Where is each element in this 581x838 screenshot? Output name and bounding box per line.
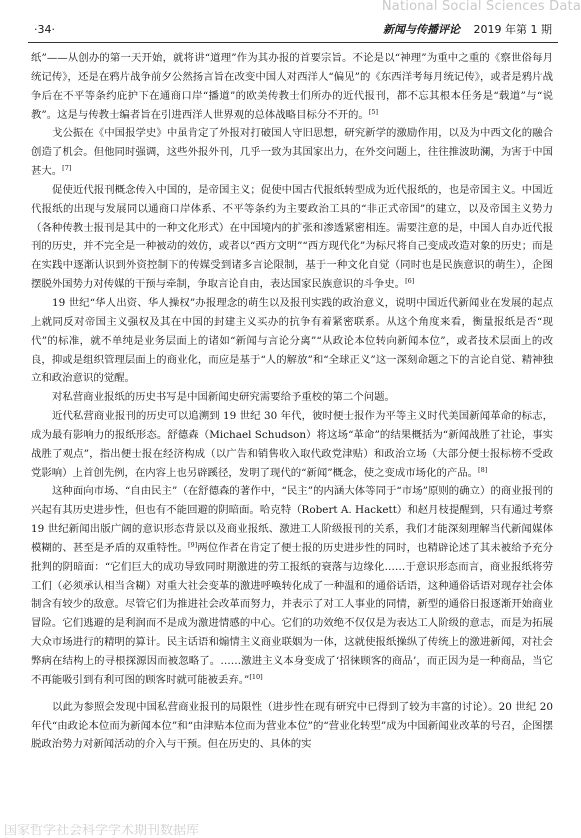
citation-10: [10] [249,672,263,681]
paragraph-3-text: 促使近代报刊概念传入中国的，是帝国主义；促使中国古代报纸转型成为近代报纸的，也是帝国主义。中国近代报纸的出现与发展同以通商口岸体系、不平等条约为主要政治工具的“非正式帝国”的建立，以及帝国主义势力（各种传教士报刊是其中的一种文化形式）在中国境内的扩张和渗透紧密相连。需要注意的是，中国人自办近代报刊的历史，并不完全是一种被动的效仿，或者以“西方文明”“西方现代化”为标尺将自己变成改造对象的历史；而是在实践中逐渐认识到外资控制下的传媒受到诸多言论限制，基于一种文化自觉（同时也是民族意识的萌生），企图摆脱外国势力对传媒的干预与牵制，争取言论自由，表达国家民族意识的斗争史。 [31,183,553,291]
citation-7: [7] [62,164,72,173]
paragraph-7 [31,482,553,689]
paragraph-5 [31,388,553,407]
watermark-bottom: 国家哲学社会科学学术期刊数据库 [4,824,200,838]
watermark-top: National Social Sciences Data [381,0,581,14]
journal-info [383,20,552,40]
header-rule [28,42,558,43]
issue-label: 2019 年第 1 期 [473,23,552,36]
page-header [28,20,558,40]
paragraph-7-text-cont: 两位作者在肯定了便士报的历史进步性的同时，也精辟论述了其未被给予充分批判的阴暗面：“它们巨大的成功导致同时期激进的劳工报纸的衰落与边缘化……于意识形态而言，商业报纸将劳工们（必须承认相当含糊）对重大社会变革的激进呼唤转化成了一种温和的通俗话语，这种通俗话语对现存社会体制含有较少的敌意。尽管它们为推进社会改革而努力，并表示了对工人事业的同情，新型的通俗日报逐渐开始商业冒险。它们逃避的是利润而不是成为激进情感的中心。它们的功效绝不仅仅是为表达工人阶级的意志，而是为拓展大众市场进行的精明的算计。民主话语和煽情主义商业联姻为一体，这就使报纸操纵了传统上的激进新闻，对社会弊病在结构上的寻根探源因而被忽略了。……激进主义本身变成了‘招徕顾客的商品’，而正因为是一种商品，当它不再能吸引到有利可图的顾客时就可能被丢弃。” [31,541,554,686]
citation-8: [8] [478,465,488,474]
paragraph-5-text: 对私营商业报纸的历史书写是中国新闻史研究需要给予重校的第二个问题。 [52,391,395,404]
journal-name: 新闻与传播评论 [383,23,461,36]
paragraph-8-text: 以此为参照会发现中国私营商业报刊的局限性（进步性在现有研究中已得到了较为丰富的讨论）。20 世纪 20 年代“由政论本位而为新闻本位”和“由津贴本位而为营业本位”的“营业化转型”成为中国新闻业改革的号召，企图摆脱政治势力对新闻活动的介入与干预。但在历史的、具体的实 [31,700,553,751]
paragraph-1 [31,49,553,124]
paragraph-3 [31,181,553,294]
citation-9: [9] [187,540,198,549]
citation-6: [6] [405,277,415,286]
paragraph-4 [31,294,553,388]
paragraph-6 [31,407,553,482]
citation-5: [5] [368,107,379,116]
article-body [31,49,553,754]
paragraph-1-text: 纸”——从创办的第一天开始，就将讲“道理”作为其办报的首要宗旨。不论是以“神理”为重中之重的《察世俗每月统记传》，还是在鸦片战争前夕公然扬言旨在改变中国人对西洋人“偏见”的《东西洋考每月统记传》，或者是鸦片战争后在不平等条约庇护下在通商口岸“播道”的欧美传教士们所办的近代报刊，都不忘其根本任务是“载道”与“说教”。这是与传教士编者旨在引进西洋人世界观的总体战略目标分不开的。 [31,52,553,121]
paragraph-2-text: 戈公振在《中国报学史》中虽肯定了外报对打破国人守旧思想，研究新学的激励作用，以及为中西文化的融合创造了机会。但他同时强调，这些外报外刊，几乎一致为其国家出力，在外交问题上，往往推波助澜，为害于中国甚大。 [31,127,553,178]
paragraph-6-text: 近代私营商业报刊的历史可以追溯到 19 世纪 30 年代，彼时便士报作为平等主义时代美国新闻革命的标志，成为最有影响力的报纸形态。舒德森（Michael Schudson）将这场“革命”的结果概括为“新闻战胜了社论，事实战胜了观点”，指出便士报在经济构成（以广告和销售收入取代政党津贴）和政治立场（大部分便士报标榜不受政党影响）上首创先例，在内容上也另辟蹊径，发明了现代的“新闻”概念，使之变成市场化的产品。 [31,410,553,479]
page-number: ·34· [34,23,55,36]
paragraph-2 [31,124,553,181]
paragraph-8 [31,698,553,755]
paragraph-7-text: 这种面向市场、“自由民主”（在舒德森的著作中，“民主”的内涵大体等同于“市场”原则的确立）的商业报刊的兴起有其历史进步性，但也有不能回避的阴暗面。哈克特（Robert A. Hackett）和赵月枝提醒到，只有通过考察 19 世纪新闻出版广阔的意识形态背景以及商业报纸、激进工人阶级报刊的关系，我们才能深刻理解当代新闻媒体模糊的、甚至是矛盾的双重特性。 [31,485,553,554]
paragraph-4-text: 19 世纪“华人出资、华人操权”办报理念的萌生以及报刊实践的政治意义，说明中国近代新闻业在发展的起点上就同反对帝国主义强权及其在中国的封建主义买办的抗争有着紧密联系。从这个角度来看，衡量报纸是否“现代”的标准，就不单纯是业务层面上的诸如“新闻与言论分离”“从政论本位转向新闻本位”，或者技术层面上的改良，抑或是组织管理层面上的商业化，而应是基于“人的解放”和“全球正义”这一深刻命题之下的言论自觉、精神独立和政治意识的觉醒。 [31,296,553,385]
